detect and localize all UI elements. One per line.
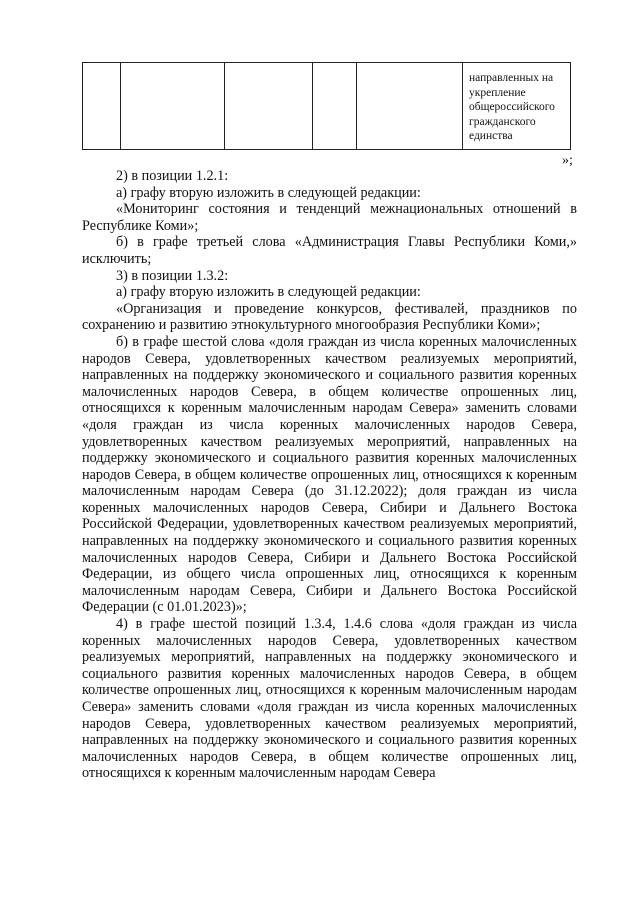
- closing-quote: »;: [562, 153, 573, 168]
- cell-text: [463, 63, 570, 144]
- table-cell: [313, 63, 357, 150]
- cell-line: направленных на: [469, 72, 554, 84]
- document-body: [82, 168, 577, 782]
- paragraph: б) в графе шестой слова «доля граждан из числа коренных малочисленных народов Севера, удовлетворенных качеством реализуемых мероприятий, направленных на поддержку экономического и социального развития коренных малочисленных народов Севера, в общем количестве опрошенных лиц, относящихся к коренным малочисленным народам Севера» заменить словами «доля граждан из числа коренных малочисленных народов Севера, удовлетворенных качеством реализуемых мероприятий, направленных на поддержку экономического и социального развития коренных малочисленных народов Севера, в общем количестве опрошенных лиц, относящихся к коренным малочисленным народам Севера (до 31.12.2022); доля граждан из числа коренных малочисленных народов Севера, Сибири и Дальнего Востока Российской Федерации, удовлетворенных качеством реализуемых мероприятий, направленных на поддержку экономического и социального развития коренных малочисленных народов Севера, Сибири и Дальнего Востока Российской Федерации, из общего числа опрошенных лиц, относящихся к коренным малочисленным народам Севера, Сибири и Дальнего Востока Российской Федерации (с 01.01.2023)»;: [82, 333, 577, 616]
- table-cell: [121, 63, 225, 150]
- cell-line: единства: [469, 130, 513, 142]
- table-row: [83, 63, 571, 150]
- table-cell: [357, 63, 463, 150]
- paragraph: «Мониторинг состояния и тенденций межнациональных отношений в Республике Коми»;: [82, 201, 577, 234]
- paragraph: а) графу вторую изложить в следующей редакции:: [116, 184, 421, 201]
- paragraph: 4) в графе шестой позиций 1.3.4, 1.4.6 слова «доля граждан из числа коренных малочисленных народов Севера, удовлетворенных качеством реализуемых мероприятий, направленных на поддержку экономического и социального развития коренных малочисленных народов Севера, в общем количестве опрошенных лиц, относящихся к коренным малочисленным народам Севера» заменить словами «доля граждан из числа коренных малочисленных народов Севера, удовлетворенных качеством реализуемых мероприятий, направленных на поддержку экономического и социального развития коренных малочисленных народов Севера, в общем количестве опрошенных лиц, относящихся к коренным малочисленным народам Севера: [82, 616, 577, 782]
- table-cell: [83, 63, 121, 150]
- cell-line: гражданского: [469, 115, 536, 128]
- paragraph: «Организация и проведение конкурсов, фестивалей, праздников по сохранению и развитию этнокультурного многообразия Республики Коми»;: [82, 300, 577, 334]
- table-cell-indicator: [463, 63, 571, 150]
- paragraph: б) в графе третьей слова «Администрация Главы Республики Коми,» исключить;: [82, 234, 577, 267]
- continuation-table: [82, 62, 571, 150]
- paragraph: а) графу вторую изложить в следующей редакции:: [116, 284, 421, 301]
- cell-line: укрепление: [469, 86, 526, 99]
- cell-line: общероссийского: [469, 101, 555, 113]
- table-cell: [225, 63, 313, 150]
- paragraph: 2) в позиции 1.2.1:: [116, 168, 229, 184]
- paragraph: 3) в позиции 1.3.2:: [116, 267, 229, 284]
